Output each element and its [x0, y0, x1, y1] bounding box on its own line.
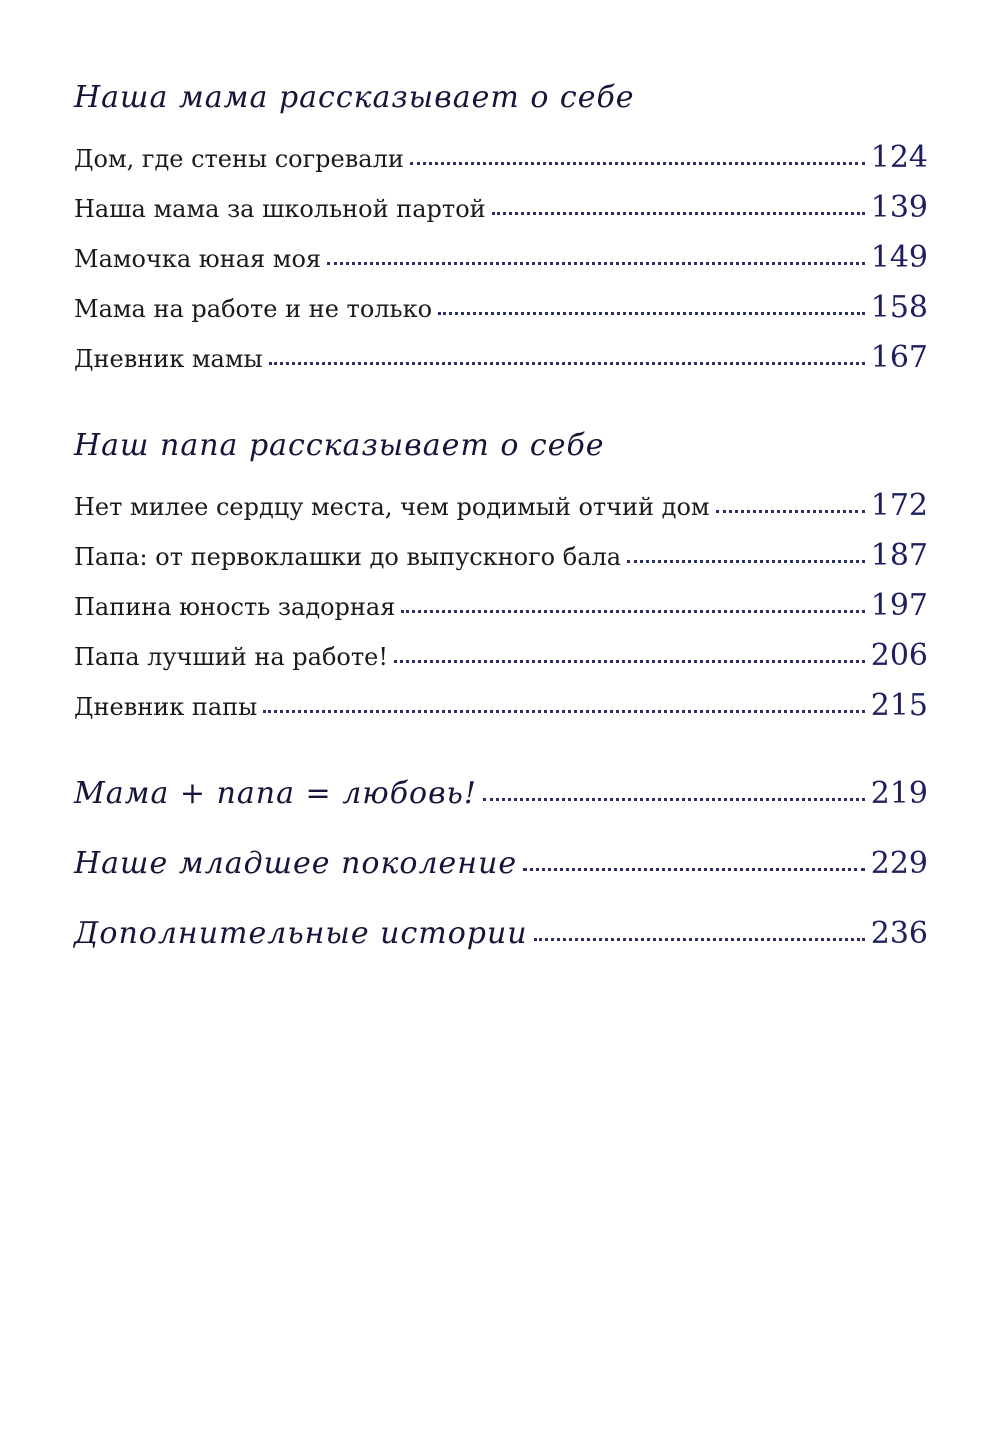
- toc-entry[interactable]: [74, 340, 928, 376]
- toc-entry-label: Нет милее сердцу места, чем родимый отчий дом: [74, 493, 710, 521]
- toc-entry-page: 197: [870, 588, 928, 623]
- toc-chapter-page: 219: [870, 776, 928, 811]
- toc-entry-label: Мамочка юная моя: [74, 245, 322, 273]
- toc-entry-page: 149: [870, 240, 928, 275]
- toc-entry-label: Папина юность задорная: [74, 593, 396, 621]
- toc-chapter-label: Дополнительные истории: [74, 916, 528, 951]
- toc-chapter-page: 236: [870, 916, 928, 951]
- toc-entry-page: 139: [870, 190, 928, 225]
- toc-entry[interactable]: [74, 140, 928, 176]
- toc-entry[interactable]: [74, 190, 928, 226]
- dot-leader: [523, 867, 865, 871]
- section-title-mama: Наша мама рассказывает о себе: [74, 80, 635, 115]
- dot-leader: [269, 361, 865, 365]
- dot-leader: [483, 797, 865, 801]
- toc-chapter[interactable]: [74, 846, 928, 882]
- dot-leader: [401, 609, 864, 613]
- toc-entry[interactable]: [74, 588, 928, 624]
- dot-leader: [394, 659, 865, 663]
- dot-leader: [263, 709, 864, 713]
- dot-leader: [327, 261, 865, 265]
- toc-entry-label: Дневник мамы: [74, 345, 263, 373]
- toc-entry-page: 206: [870, 638, 928, 673]
- dot-leader: [410, 161, 865, 165]
- toc-entry-label: Дом, где стены согревали: [74, 145, 404, 173]
- toc-entry-page: 158: [870, 290, 928, 325]
- toc-entry[interactable]: [74, 488, 928, 524]
- toc-entry-label: Мама на работе и не только: [74, 295, 433, 323]
- toc-entry[interactable]: [74, 638, 928, 674]
- dot-leader: [534, 937, 865, 941]
- dot-leader: [492, 211, 865, 215]
- toc-entry-label: Папа: от первоклашки до выпускного бала: [74, 543, 622, 571]
- toc-entry-label: Наша мама за школьной партой: [74, 195, 486, 223]
- toc-chapter-label: Мама + папа = любовь!: [74, 776, 477, 811]
- dot-leader: [716, 509, 865, 513]
- toc-chapter-page: 229: [870, 846, 928, 881]
- toc-entry-page: 124: [870, 140, 928, 175]
- toc-entry-page: 167: [870, 340, 928, 375]
- toc-entry-label: Дневник папы: [74, 693, 258, 721]
- toc-entry[interactable]: [74, 240, 928, 276]
- toc-chapter[interactable]: [74, 776, 928, 812]
- toc-chapter[interactable]: [74, 916, 928, 952]
- toc-entry-page: 172: [870, 488, 928, 523]
- toc-entry[interactable]: [74, 688, 928, 724]
- toc-entry-label: Папа лучший на работе!: [74, 643, 388, 671]
- toc-entry-page: 187: [870, 538, 928, 573]
- dot-leader: [627, 559, 865, 563]
- dot-leader: [438, 311, 865, 315]
- toc-entry-page: 215: [870, 688, 928, 723]
- toc-entry[interactable]: [74, 538, 928, 574]
- toc-entry[interactable]: [74, 290, 928, 326]
- toc-chapter-label: Наше младшее поколение: [74, 846, 518, 881]
- section-title-papa: Наш папа рассказывает о себе: [74, 428, 605, 463]
